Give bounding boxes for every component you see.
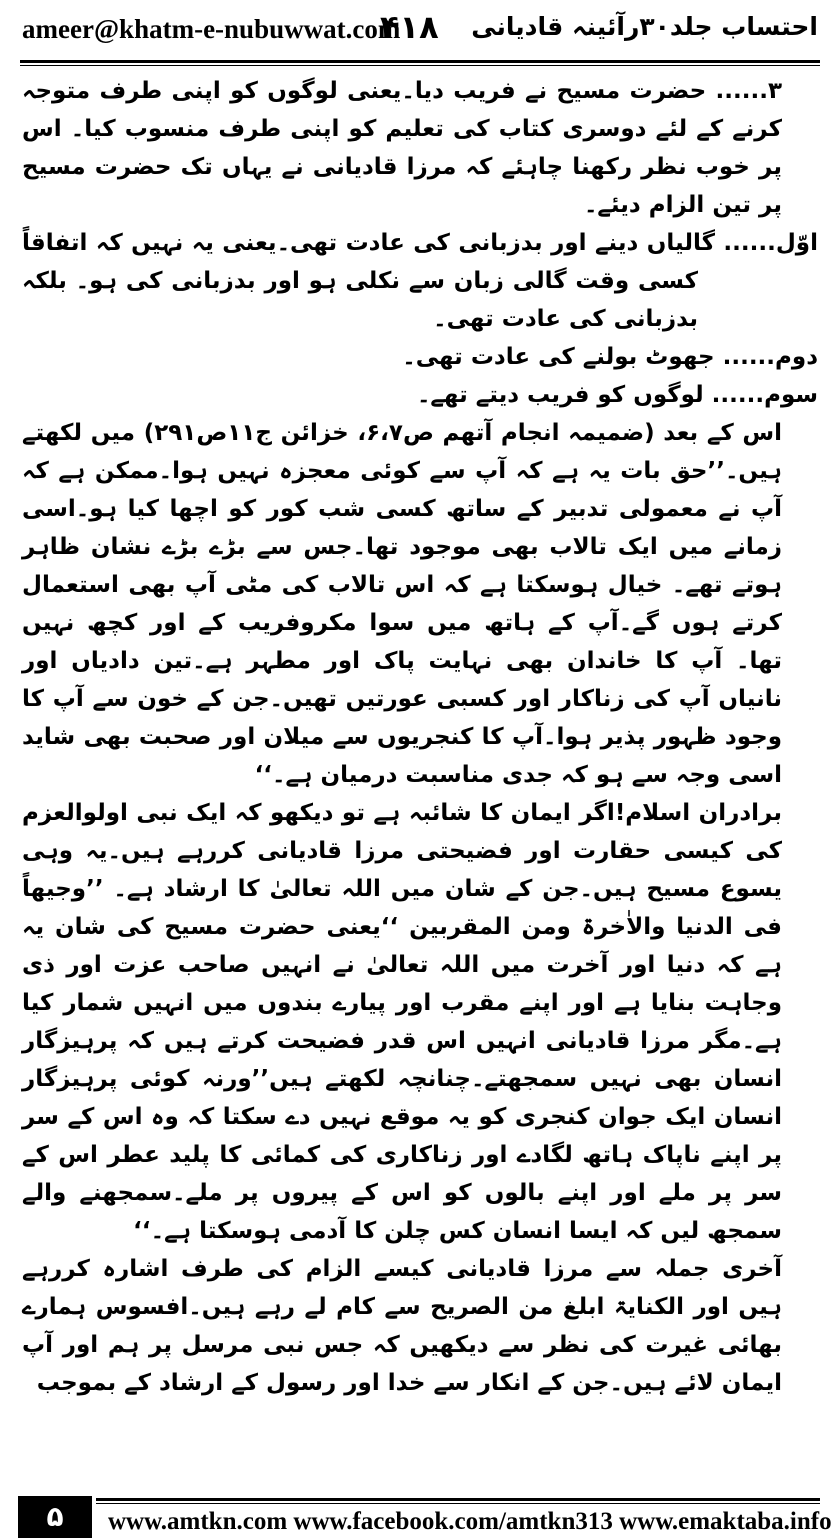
footer-rule [96, 1498, 820, 1501]
page-footer [0, 1488, 840, 1540]
header-email: ameer@khatm-e-nubuwwat.com [22, 14, 401, 44]
paragraph-second-charge: دوم...... جھوٹ بولنے کی عادت تھی۔ [402, 344, 818, 370]
page-body [22, 72, 818, 1402]
header-rule [20, 60, 820, 63]
page-header [0, 0, 840, 58]
footer-rule-thin [96, 1503, 820, 1504]
paragraph-point-3: ۳...... حضرت مسیح نے فریب دیا۔یعنی لوگوں کو اپنی طرف متوجہ کرنے کے لئے دوسری کتاب کی تعلیم کو اپنی طرف منسوب کیا۔ اس پر خوب نظر رکھنا چاہئے کہ مرزا قادیانی نے یہاں تک حضرت مسیح پر تین الزام دیئے۔ [22, 78, 782, 218]
paragraph-first-charge: اوّل...... گالیاں دینے اور بدزبانی کی عادت تھی۔یعنی یہ نہیں کہ اتفاقاً کسی وقت گالی زبان سے نکلی ہو اور بدزبانی کی ہو۔ بلکہ بدزبانی کی عادت تھی۔ [22, 230, 818, 332]
paragraph-quotation: اس کے بعد (ضمیمہ انجام آتھم ص۶،۷، خزائن ج۱۱ص۲۹۱) میں لکھتے ہیں۔’’حق بات یہ ہے کہ آپ سے کوئی معجزہ نہیں ہوا۔ممکن ہے کہ آپ نے معمولی تدبیر کے ساتھ کسی شب کور کو اچھا کیا ہو۔اسی زمانے میں ایک تالاب بھی موجود تھا۔جس سے بڑے بڑے نشان ظاہر ہوتے تھے۔ خیال ہوسکتا ہے کہ اس تالاب کی مٹی آپ بھی استعمال کرتے ہوں گے۔آپ کے ہاتھ میں سوا مکروفریب کے اور کچھ نہیں تھا۔ آپ کا خاندان بھی نہایت پاک اور مطہر ہے۔تین دادیاں اور نانیاں آپ کی زناکار اور کسبی عورتیں تھیں۔جن کے خون سے آپ کا وجود ظہور پذیر ہوا۔آپ کا کنجریوں سے میلان اور صحبت بھی شاید اسی وجہ سے ہو کہ جدی مناسبت درمیان ہے۔‘‘ [22, 420, 782, 788]
book-title: احتساب جلد۳۰رآئینہ قادیانی [471, 12, 818, 41]
header-rule-thin [20, 65, 820, 66]
footer-links[interactable]: www.amtkn.com www.facebook.com/amtkn313 www.emaktaba.info [108, 1508, 832, 1535]
paragraph-last-sentence: آخری جملہ سے مرزا قادیانی کیسے الزام کی طرف اشارہ کررہے ہیں اور الکنایۃ ابلغ من الصریح سے کام لے رہے ہیں۔افسوس ہمارے بھائی غیرت کی نظر سے دیکھیں کہ جس نبی مرسل پر ہم اور آپ ایمان لائے ہیں۔جن کے انکار سے خدا اور رسول کے ارشاد کے بموجب [22, 1256, 782, 1396]
volume-number-badge: ۵ [18, 1496, 92, 1538]
page-number: ۴۱۸ [380, 8, 439, 46]
paragraph-brothers-of-islam: برادران اسلام!اگر ایمان کا شائبہ ہے تو دیکھو کہ ایک نبی اولوالعزم کی کیسی حقارت اور فضیحتی مرزا قادیانی کررہے ہیں۔یہ وہی یسوع مسیح ہیں۔جن کے شان میں اللہ تعالیٰ کا ارشاد ہے۔ ’’وجیھاً فی الدنیا والاٰخرۃ ومن المقربین ‘‘یعنی حضرت مسیح کی شان یہ ہے کہ دنیا اور آخرت میں اللہ تعالیٰ نے انہیں صاحب عزت اور ذی وجاہت بنایا ہے اور اپنے مقرب اور پیارے بندوں میں انہیں شمار کیا ہے۔مگر مرزا قادیانی انہیں اس قدر فضیحت کرتے ہیں کہ پرہیزگار انسان بھی نہیں سمجھتے۔چنانچہ لکھتے ہیں’’ورنہ کوئی پرہیزگار انسان ایک جوان کنجری کو یہ موقع نہیں دے سکتا کہ وہ اس کے سر پر اپنے ناپاک ہاتھ لگادے اور زناکاری کی کمائی کا پلید عطر اس کے سر پر ملے اور اپنے بالوں کو اس کے پیروں پر ملے۔سمجھنے والے سمجھ لیں کہ ایسا انسان کس چلن کا آدمی ہوسکتا ہے۔‘‘ [22, 800, 782, 1244]
paragraph-third-charge: سوم...... لوگوں کو فریب دیتے تھے۔ [416, 382, 818, 408]
